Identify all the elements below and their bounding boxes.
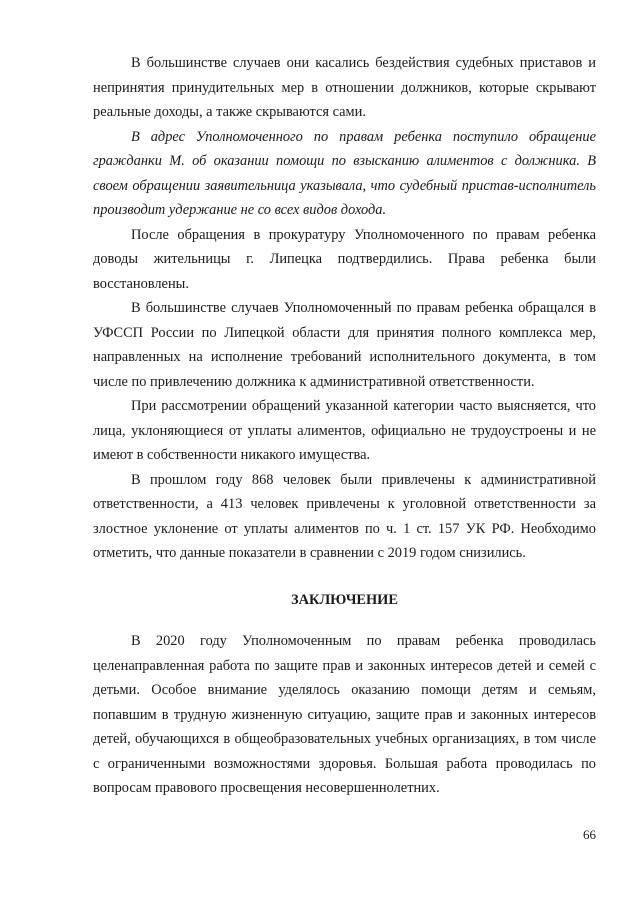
paragraph-2-italic: В адрес Уполномоченного по правам ребенка поступило обращение гражданки М. об оказании помощи по взысканию алиментов с должника. В своем обращении заявительница указывала, что судебный пристав-исполнитель производит удержание не со всех видов дохода. bbox=[93, 128, 596, 218]
section-heading: ЗАКЛЮЧЕНИЕ bbox=[291, 592, 398, 608]
paragraph-3: После обращения в прокуратуру Уполномоченного по правам ребенка доводы жительницы г. Липецка подтвердились. Права ребенка были восстановлены. bbox=[93, 226, 596, 292]
body-text-bottom bbox=[93, 629, 596, 801]
paragraph-5: При рассмотрении обращений указанной категории часто выясняется, что лица, уклоняющиеся от уплаты алиментов, официально не трудоустроены и не имеют в собственности никакого имущества. bbox=[93, 398, 596, 463]
page-number: 66 bbox=[583, 827, 596, 842]
body-text-top bbox=[93, 51, 596, 566]
paragraph-6: В прошлом году 868 человек были привлечены к административной ответственности, а 413 человек привлечены к уголовной ответственности за злостное уклонение от уплаты алиментов по ч. 1 ст. 157 УК РФ. Необходимо отметить, что данные показатели в сравнении с 2019 годом снизились. bbox=[93, 471, 596, 561]
paragraph-conclusion: В 2020 году Уполномоченным по правам ребенка проводилась целенаправленная работа по защите прав и законных интересов детей и семей с детьми. Особое внимание уделялось оказанию помощи детям и семьям, попавшим в трудную жизненную ситуацию, защите прав и законных интересов детей, обучающихся в общеобразовательных учебных организациях, в том числе с ограниченными возможностями здоровья. Большая работа проводилась по вопросам правового просвещения несовершеннолетних. bbox=[93, 633, 596, 796]
paragraph-4: В большинстве случаев Уполномоченный по правам ребенка обращался в УФССП России по Липецкой области для принятия полного комплекса мер, направленных на исполнение требований исполнительного документа, в том числе по привлечению должника к административной ответственности. bbox=[93, 300, 596, 390]
paragraph-1: В большинстве случаев они касались бездействия судебных приставов и непринятия принудительных мер в отношении должников, которые скрывают реальные доходы, а также скрываются сами. bbox=[93, 55, 596, 120]
